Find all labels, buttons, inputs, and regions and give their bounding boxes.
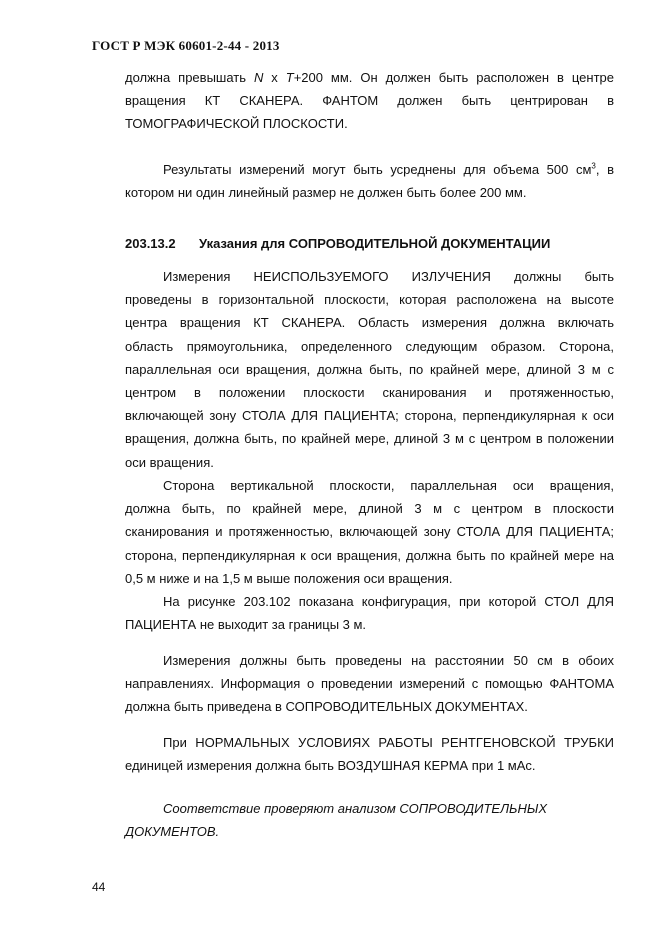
paragraph-averaging bbox=[125, 158, 614, 204]
paragraph-compliance bbox=[125, 797, 614, 843]
section-heading bbox=[125, 236, 550, 251]
text-variable-t: T bbox=[285, 70, 294, 85]
text-line: параллельная оси вращения, должна быть, по крайней мере, длиной 3 м с bbox=[125, 361, 614, 377]
paragraph-phantom-position bbox=[125, 66, 614, 136]
paragraph-distance bbox=[125, 649, 614, 719]
text-fragment: Результаты измерений могут быть усреднены для объема 500 см bbox=[163, 162, 592, 177]
text-line: 0,5 м ниже и на 1,5 м выше положения оси вращения. bbox=[125, 570, 453, 586]
text-line: область прямоугольника, определенного следующим образом. Сторона, bbox=[125, 338, 614, 354]
running-header: ГОСТ Р МЭК 60601-2-44 - 2013 bbox=[92, 38, 280, 53]
text-line: вращения КТ СКАНЕРА. ФАНТОМ должен быть центрирован в bbox=[125, 93, 614, 109]
text-line: ТОМОГРАФИЧЕСКОЙ ПЛОСКОСТИ. bbox=[125, 116, 348, 132]
paragraph-figure-reference bbox=[125, 590, 614, 636]
paragraph-measurement-area bbox=[125, 265, 614, 474]
text-line: Измерения НЕИСПОЛЬЗУЕМОГО ИЗЛУЧЕНИЯ должны быть bbox=[163, 269, 614, 284]
text-fragment: должна превышать bbox=[125, 70, 254, 85]
text-variable-n: N bbox=[253, 70, 264, 85]
text-line: центром в положении плоскости сканирования и протяженностью, bbox=[125, 385, 614, 401]
text-line: включающей зону СТОЛА ДЛЯ ПАЦИЕНТА; сторона, перпендикулярная к оси bbox=[125, 408, 614, 424]
text-fragment: , в bbox=[595, 162, 614, 177]
text-fragment: +200 мм. Он должен быть расположен в центре bbox=[293, 70, 614, 85]
text-line: оси вращения. bbox=[125, 454, 214, 470]
text-line: ДОКУМЕНТОВ. bbox=[125, 824, 220, 840]
text-line: ПАЦИЕНТА не выходит за границы 3 м. bbox=[125, 617, 367, 633]
page-number: 44 bbox=[92, 880, 106, 894]
text-line: должна быть, по крайней мере, длиной 3 м с центром в плоскости bbox=[125, 501, 614, 517]
text-line: вращения, должна быть, по крайней мере, длиной 3 м с центром в положении bbox=[125, 431, 614, 447]
text-line: На рисунке 203.102 показана конфигурация, при которой СТОЛ ДЛЯ bbox=[163, 594, 614, 609]
text-line: проведены в горизонтальной плоскости, которая расположена на высоте bbox=[125, 292, 614, 308]
text-line: Сторона вертикальной плоскости, параллельная оси вращения, bbox=[163, 478, 614, 493]
text-line: Измерения должны быть проведены на расстоянии 50 см в обоих bbox=[163, 653, 614, 668]
text-fragment: x bbox=[263, 70, 286, 85]
text-line: должна быть приведена в СОПРОВОДИТЕЛЬНЫХ ДОКУМЕНТАХ. bbox=[125, 699, 528, 715]
paragraph-air-kerma bbox=[125, 731, 614, 777]
text-line: единицей измерения должна быть ВОЗДУШНАЯ КЕРМА при 1 мАс. bbox=[125, 758, 536, 774]
text-line: направлениях. Информация о проведении измерений с помощью ФАНТОМА bbox=[125, 676, 614, 692]
text-line: При НОРМАЛЬНЫХ УСЛОВИЯХ РАБОТЫ РЕНТГЕНОВСКОЙ ТРУБКИ bbox=[163, 735, 614, 750]
text-line: центра вращения КТ СКАНЕРА. Область измерения должна включать bbox=[125, 315, 614, 331]
superscript: 3 bbox=[591, 161, 596, 171]
section-title: Указания для СОПРОВОДИТЕЛЬНОЙ ДОКУМЕНТАЦИИ bbox=[199, 236, 551, 251]
paragraph-vertical-plane bbox=[125, 474, 614, 590]
text-line: котором ни один линейный размер не должен быть более 200 мм. bbox=[125, 185, 527, 201]
section-number: 203.13.2 bbox=[125, 236, 176, 251]
text-line: Соответствие проверяют анализом СОПРОВОДИТЕЛЬНЫХ bbox=[163, 801, 548, 816]
text-line: сканирования и протяженностью, включающей зону СТОЛА ДЛЯ ПАЦИЕНТА; bbox=[125, 524, 614, 540]
text-line: сторона, перпендикулярная к оси вращения, должна быть по крайней мере на bbox=[125, 547, 614, 563]
